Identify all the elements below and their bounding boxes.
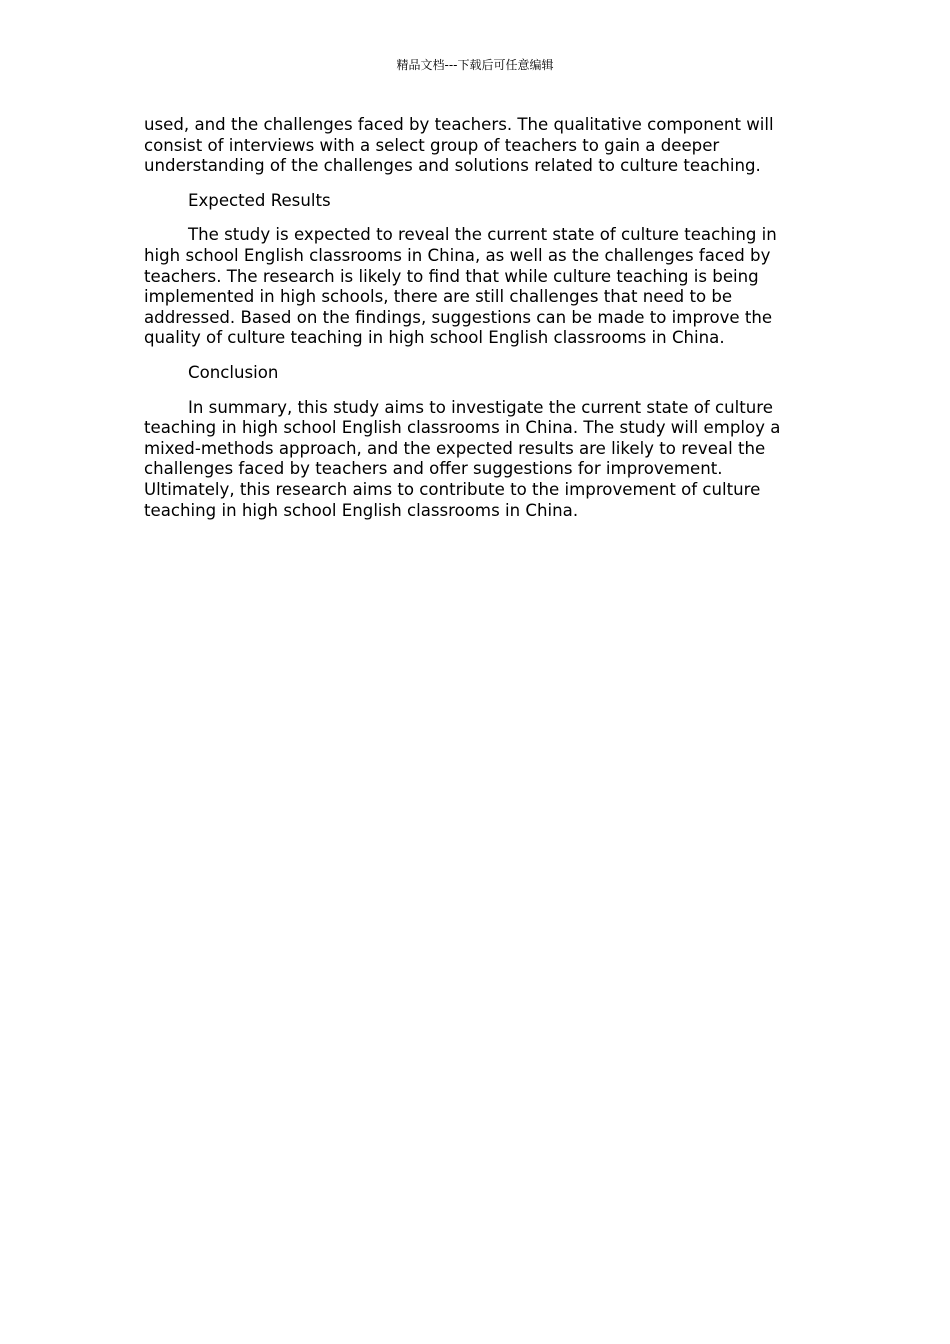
section-heading-expected-results: Expected Results xyxy=(188,190,331,210)
page-header: 精品文档---下载后可任意编辑 xyxy=(396,58,554,72)
paragraph-expected-results: The study is expected to reveal the current state of culture teaching in high school English classrooms in China, as well as the challenges faced by teachers. The research is likely to find that while culture teaching is being implemented in high schools, there are still challenges that need to be addressed. Based on the findings, suggestions can be made to improve the quality of culture teaching in high school English classrooms in China. xyxy=(144,225,777,348)
paragraph-methods-continued: used, and the challenges faced by teachers. The qualitative component will consist of interviews with a select group of teachers to gain a deeper understanding of the challenges and solutions related to culture teaching. xyxy=(144,115,774,176)
document-body xyxy=(144,115,808,535)
section-heading-conclusion: Conclusion xyxy=(188,362,279,382)
paragraph-conclusion: In summary, this study aims to investigate the current state of culture teaching in high school English classrooms in China. The study will employ a mixed-methods approach, and the expected results are likely to reveal the challenges faced by teachers and offer suggestions for improvement. Ultimately, this research aims to contribute to the improvement of culture teaching in high school English classrooms in China. xyxy=(144,397,781,520)
